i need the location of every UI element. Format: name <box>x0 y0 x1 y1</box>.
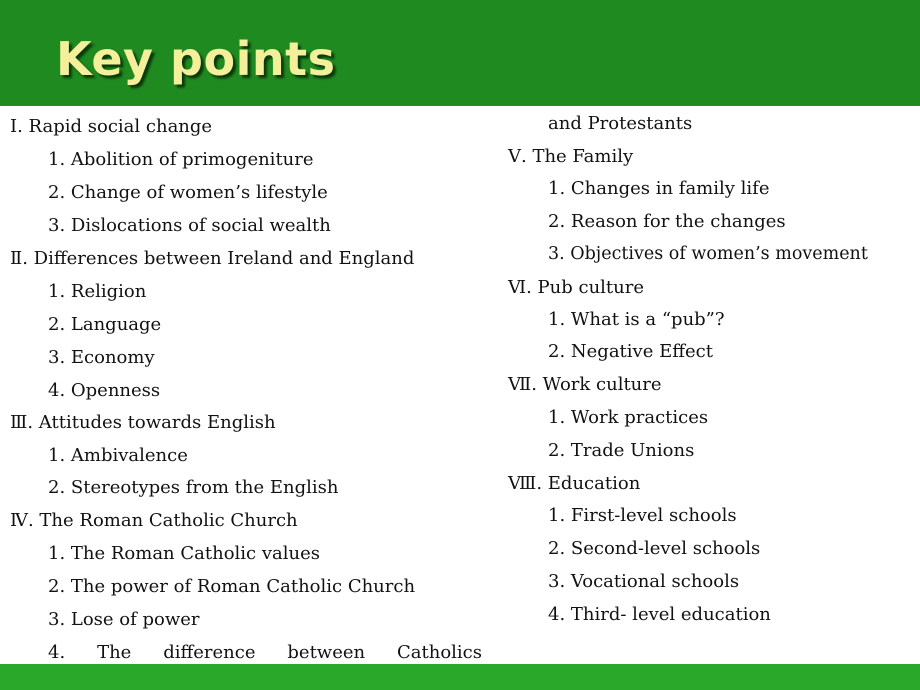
outline-item: 1. Religion <box>48 281 147 302</box>
outline-item: 3. Lose of power <box>48 609 200 630</box>
section-heading: Ⅵ. Pub culture <box>508 277 645 298</box>
outline-item: 1. Work practices <box>548 407 709 428</box>
outline-item: 3. Vocational schools <box>548 571 740 592</box>
outline-item: 2. Trade Unions <box>548 440 695 461</box>
title-banner <box>0 0 920 106</box>
outline-item: 1. What is a “pub”? <box>548 309 725 330</box>
word: difference <box>163 642 256 663</box>
outline-item: 3. Objectives of women’s movement <box>548 244 868 264</box>
outline-item-justified <box>48 642 482 664</box>
word: The <box>97 642 132 663</box>
outline-item: and Protestants <box>548 113 693 134</box>
section-heading: Ⅷ. Education <box>508 473 641 494</box>
word: 4. <box>48 642 66 663</box>
footer-bar <box>0 664 920 690</box>
section-heading: Ⅴ. The Family <box>508 146 634 167</box>
section-heading: Ⅱ. Differences between Ireland and England <box>10 248 415 269</box>
outline-item: 1. Abolition of primogeniture <box>48 149 314 170</box>
outline-item: 1. The Roman Catholic values <box>48 543 320 564</box>
outline-item: 2. Reason for the changes <box>548 211 786 232</box>
section-heading: Ⅲ. Attitudes towards English <box>10 412 276 433</box>
section-heading: Ⅰ. Rapid social change <box>10 116 213 137</box>
outline-content <box>0 106 920 664</box>
outline-item: 1. Changes in family life <box>548 178 770 199</box>
page-title: Key points <box>56 32 336 86</box>
outline-item: 2. Negative Effect <box>548 341 713 362</box>
outline-item: 2. The power of Roman Catholic Church <box>48 576 416 597</box>
section-heading: Ⅳ. The Roman Catholic Church <box>10 510 298 531</box>
outline-item: 4. Openness <box>48 380 161 401</box>
outline-item: 2. Second-level schools <box>548 538 761 559</box>
section-heading: Ⅶ. Work culture <box>508 374 662 395</box>
outline-item: 3. Dislocations of social wealth <box>48 215 331 236</box>
outline-item: 1. First-level schools <box>548 505 737 526</box>
outline-item: 2. Stereotypes from the English <box>48 477 339 498</box>
outline-item: 2. Language <box>48 314 162 335</box>
outline-item: 4. Third- level education <box>548 604 771 625</box>
word: between <box>287 642 366 663</box>
outline-item: 1. Ambivalence <box>48 445 188 466</box>
outline-item: 2. Change of women’s lifestyle <box>48 182 328 203</box>
word: Catholics <box>396 642 482 663</box>
outline-item: 3. Economy <box>48 347 155 368</box>
